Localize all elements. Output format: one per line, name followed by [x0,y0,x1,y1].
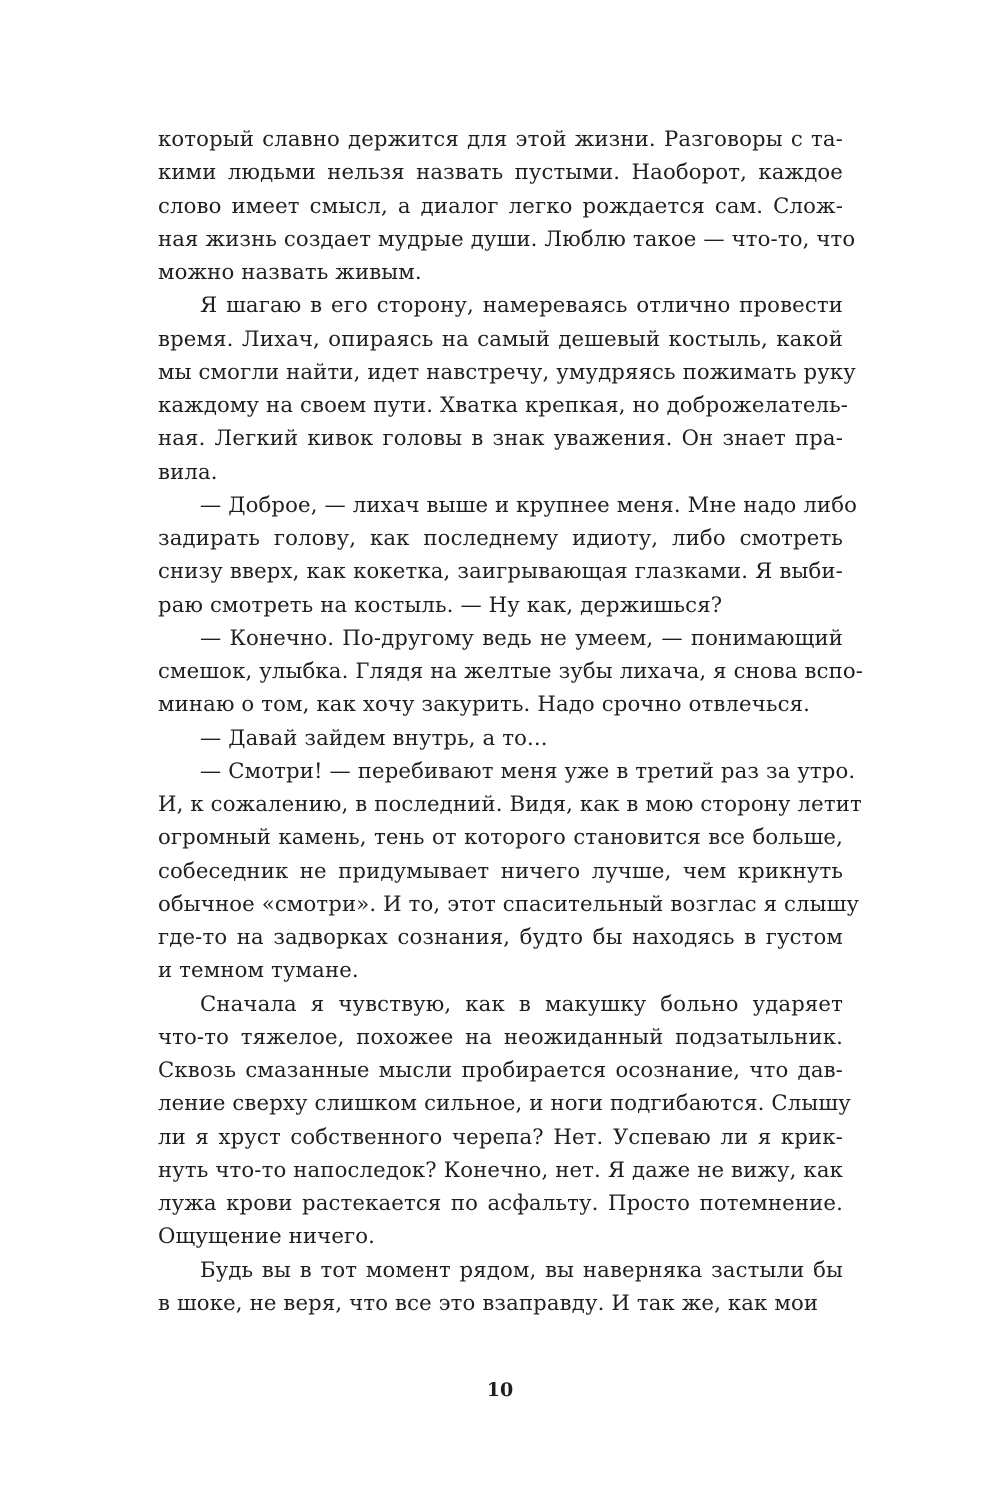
paragraph [158,488,858,621]
text-line: — Давай зайдем внутрь, а то... [200,724,548,750]
text-line: в шоке, не веря, что все это взаправду. И так же, как мои [158,1289,819,1315]
body-text [158,122,864,1319]
text-line: И, к сожалению, в последний. Видя, как в мою сторону летит [158,791,862,816]
text-line: Сначала я чувствую, как в макушку больно ударяет [200,990,843,1016]
text-line: который славно держится для этой жизни. Разговоры с та- [158,126,843,151]
text-line: нуть что-то напоследок? Конечно, нет. Я даже не вижу, как [158,1156,843,1182]
text-line: огромный камень, тень от которого становится все больше, [158,824,843,850]
paragraph [158,122,856,288]
paragraph [158,754,862,987]
text-line: минаю о том, как хочу закурить. Надо срочно отвлечься. [158,691,810,717]
text-line: где-то на задворках сознания, будто бы находясь в густом [158,924,843,949]
text-line: вила. [158,458,218,484]
paragraph [158,621,864,721]
text-line: Будь вы в тот момент рядом, вы наверняка застыли бы [200,1256,843,1282]
text-line: можно назвать живым. [158,259,422,284]
text-line: ли я хруст собственного черепа? Нет. Успеваю ли я крик- [158,1123,843,1149]
text-line: — Конечно. По-другому ведь не умеем, — понимающий [200,624,843,650]
text-line: что-то тяжелое, похожее на неожиданный подзатыльник. [158,1023,843,1049]
text-line: раю смотреть на костыль. — Ну как, держишься? [158,591,723,617]
text-line: собеседник не придумывает ничего лучше, чем крикнуть [158,857,843,883]
text-line: Ощущение ничего. [158,1223,376,1249]
text-line: слово имеет смысл, а диалог легко рождается сам. Слож- [158,192,843,218]
text-line: кими людьми нельзя назвать пустыми. Наоборот, каждое [158,159,843,185]
text-line: обычное «смотри». И то, этот спасительный возглас я слышу [158,890,860,916]
text-line: мы смогли найти, идет навстречу, умудряясь пожимать руку [158,358,856,384]
text-line: каждому на своем пути. Хватка крепкая, но доброжелатель- [158,392,849,417]
text-line: Я шагаю в его сторону, намереваясь отлично провести [200,292,843,318]
text-line: смешок, улыбка. Глядя на желтые зубы лихача, я снова вспо- [158,658,864,683]
text-line: — Доброе, — лихач выше и крупнее меня. Мне надо либо [200,491,858,517]
text-line: лужа крови растекается по асфальту. Просто потемнение. [158,1190,843,1215]
paragraph [158,288,856,488]
text-line: Сквозь смазанные мысли пробирается осознание, что дав- [158,1057,843,1082]
text-line: снизу вверх, как кокетка, заигрывающая глазками. Я выби- [158,558,843,584]
paragraph [158,1253,843,1320]
text-line: ная жизнь создает мудрые души. Люблю такое — что-то, что [158,225,856,251]
text-line: время. Лихач, опираясь на самый дешевый костыль, какой [158,325,843,351]
paragraph [158,721,843,754]
page-number: 10 [486,1379,514,1401]
text-line: и темном тумане. [158,957,359,983]
text-line: ная. Легкий кивок головы в знак уважения. Он знает пра- [158,425,843,451]
text-line: ление сверху слишком сильное, и ноги подгибаются. Слышу [158,1090,851,1116]
text-line: задирать голову, как последнему идиоту, либо смотреть [158,525,843,550]
text-line: — Смотри! — перебивают меня уже в третий раз за утро. [200,757,856,783]
paragraph [158,987,851,1253]
